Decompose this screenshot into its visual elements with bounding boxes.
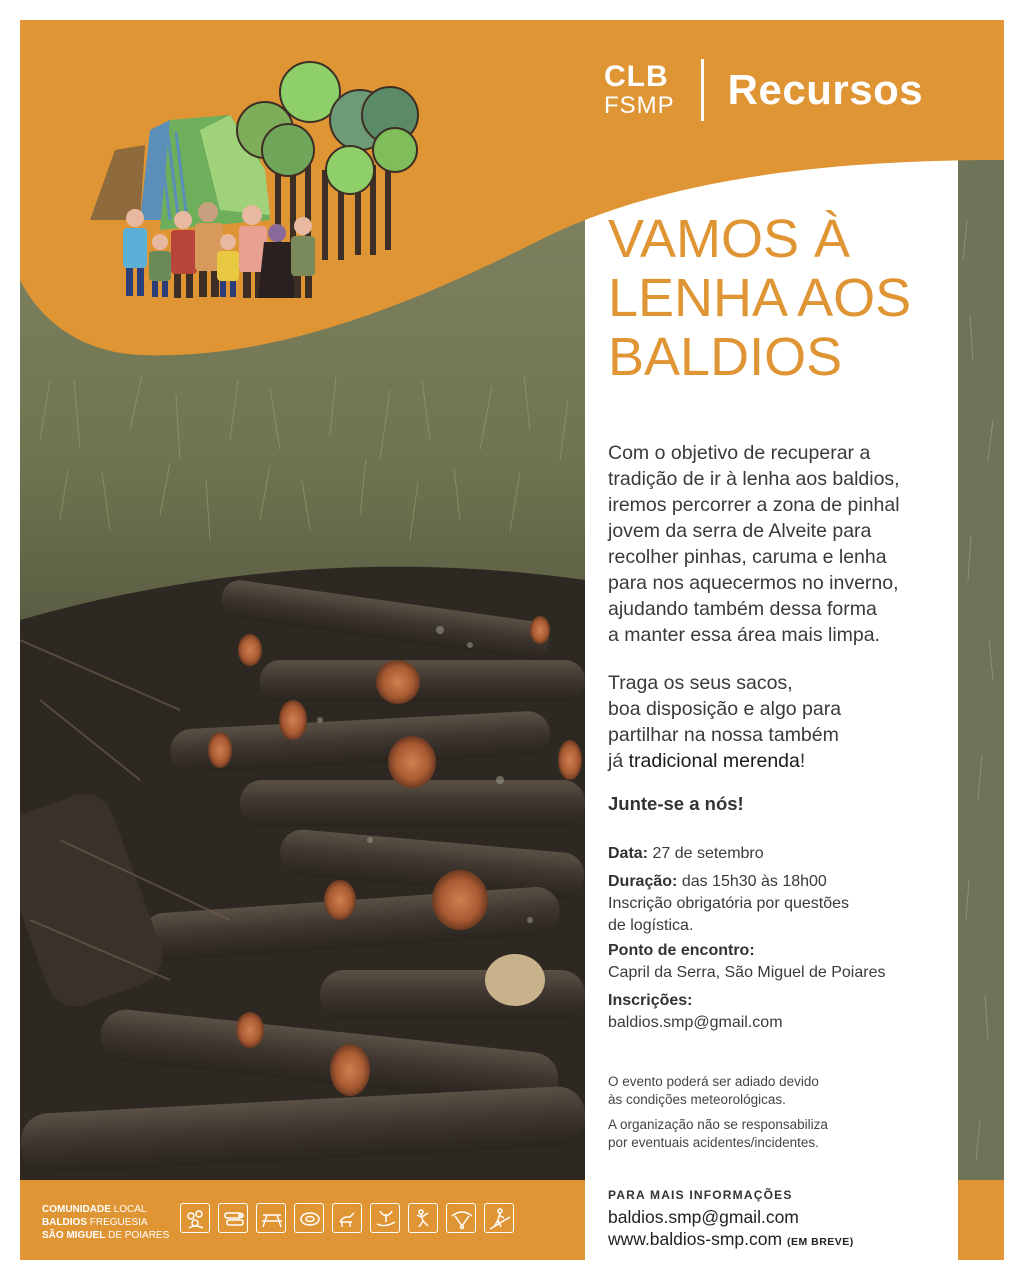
contact-info (608, 1188, 948, 1253)
footer-text: SÃO MIGUEL (42, 1230, 106, 1241)
footer-text: BALDIOS (42, 1217, 87, 1228)
title-line-3: BALDIOS (608, 327, 843, 387)
duration-info (608, 871, 948, 937)
log-pile (20, 567, 587, 1180)
paraglider-icon (446, 1203, 476, 1233)
meeting-info (608, 940, 948, 984)
climbing-icon (408, 1203, 438, 1233)
section-title: Recursos (727, 66, 924, 113)
invite-line-4 (608, 748, 948, 774)
note-line: às condições meteorológicas. (608, 1092, 786, 1107)
contact-label: PARA MAIS INFORMAÇÕES (608, 1188, 793, 1202)
plant-hand-icon (370, 1203, 400, 1233)
wood-icon (218, 1203, 248, 1233)
invite-line-2: boa disposição e algo para (608, 698, 842, 720)
brand-clb: CLB (604, 60, 669, 93)
hiking-icon (484, 1203, 514, 1233)
picnic-table-icon (256, 1203, 286, 1233)
date-value: 27 de setembro (652, 845, 764, 862)
brand-divider (701, 59, 704, 121)
meeting-label: Ponto de encontro: (608, 942, 755, 959)
note-line: O evento poderá ser adiado devido (608, 1074, 819, 1089)
title-line-1: VAMOS À (608, 209, 851, 269)
intro-line: Com o objetivo de recuperar a (608, 442, 871, 464)
date-info (608, 843, 948, 865)
brand-logo (604, 62, 675, 118)
signup-info (608, 990, 948, 1034)
tire-icon (294, 1203, 324, 1233)
invite-paragraph (608, 670, 948, 774)
liability-note (608, 1116, 948, 1152)
invite-suffix: ! (799, 750, 806, 772)
brand-header (604, 50, 923, 130)
signup-label: Inscrições: (608, 992, 693, 1009)
intro-line: a manter essa área mais limpa. (608, 624, 881, 646)
intro-line: ajudando também dessa forma (608, 598, 877, 620)
event-title (608, 210, 968, 387)
invite-prefix: já (608, 750, 629, 772)
intro-line: recolher pinhas, caruma e lenha (608, 546, 887, 568)
merenda-highlight: tradicional merenda (628, 750, 800, 772)
invite-line-1: Traga os seus sacos, (608, 672, 793, 694)
intro-line: iremos percorrer a zona de pinhal (608, 494, 900, 516)
title-line-2: LENHA AOS (608, 268, 912, 328)
intro-line: jovem da serra de Alveite para (608, 520, 872, 542)
footer-text: FREGUESIA (87, 1217, 148, 1228)
intro-line: para nos aquecermos no inverno, (608, 572, 899, 594)
flora-icon (180, 1203, 210, 1233)
note-line: por eventuais acidentes/incidentes. (608, 1135, 819, 1150)
intro-line: tradição de ir à lenha aos baldios, (608, 468, 900, 490)
date-label: Data: (608, 845, 649, 862)
registration-line-2: de logística. (608, 917, 694, 934)
footer-text: COMUNIDADE (42, 1204, 111, 1215)
registration-line-1: Inscrição obrigatória por questões (608, 895, 850, 912)
signup-email[interactable]: baldios.smp@gmail.com (608, 1014, 783, 1031)
brand-fsmp: FSMP (604, 92, 675, 119)
footer-text: DE POIARES (105, 1230, 170, 1241)
activity-icons (180, 1203, 514, 1233)
footer-bar-right (958, 1180, 1004, 1260)
contact-website[interactable]: www.baldios-smp.com (608, 1229, 783, 1249)
poster (20, 20, 1004, 1260)
duration-label: Duração: (608, 873, 678, 890)
weather-note (608, 1073, 948, 1109)
website-note: (EM BREVE) (786, 1236, 854, 1248)
footer-organization (42, 1203, 169, 1242)
footer-text: LOCAL (110, 1204, 147, 1215)
invite-line-3: partilhar na nossa também (608, 724, 839, 746)
contact-email[interactable]: baldios.smp@gmail.com (608, 1207, 799, 1227)
intro-paragraph (608, 440, 948, 648)
join-us-text: Junte-se a nós! (608, 793, 744, 814)
note-line: A organização não se responsabiliza (608, 1117, 828, 1132)
duration-value: das 15h30 às 18h00 (681, 873, 827, 890)
meeting-value: Capril da Serra, São Miguel de Poiares (608, 964, 886, 981)
goat-icon (332, 1203, 362, 1233)
